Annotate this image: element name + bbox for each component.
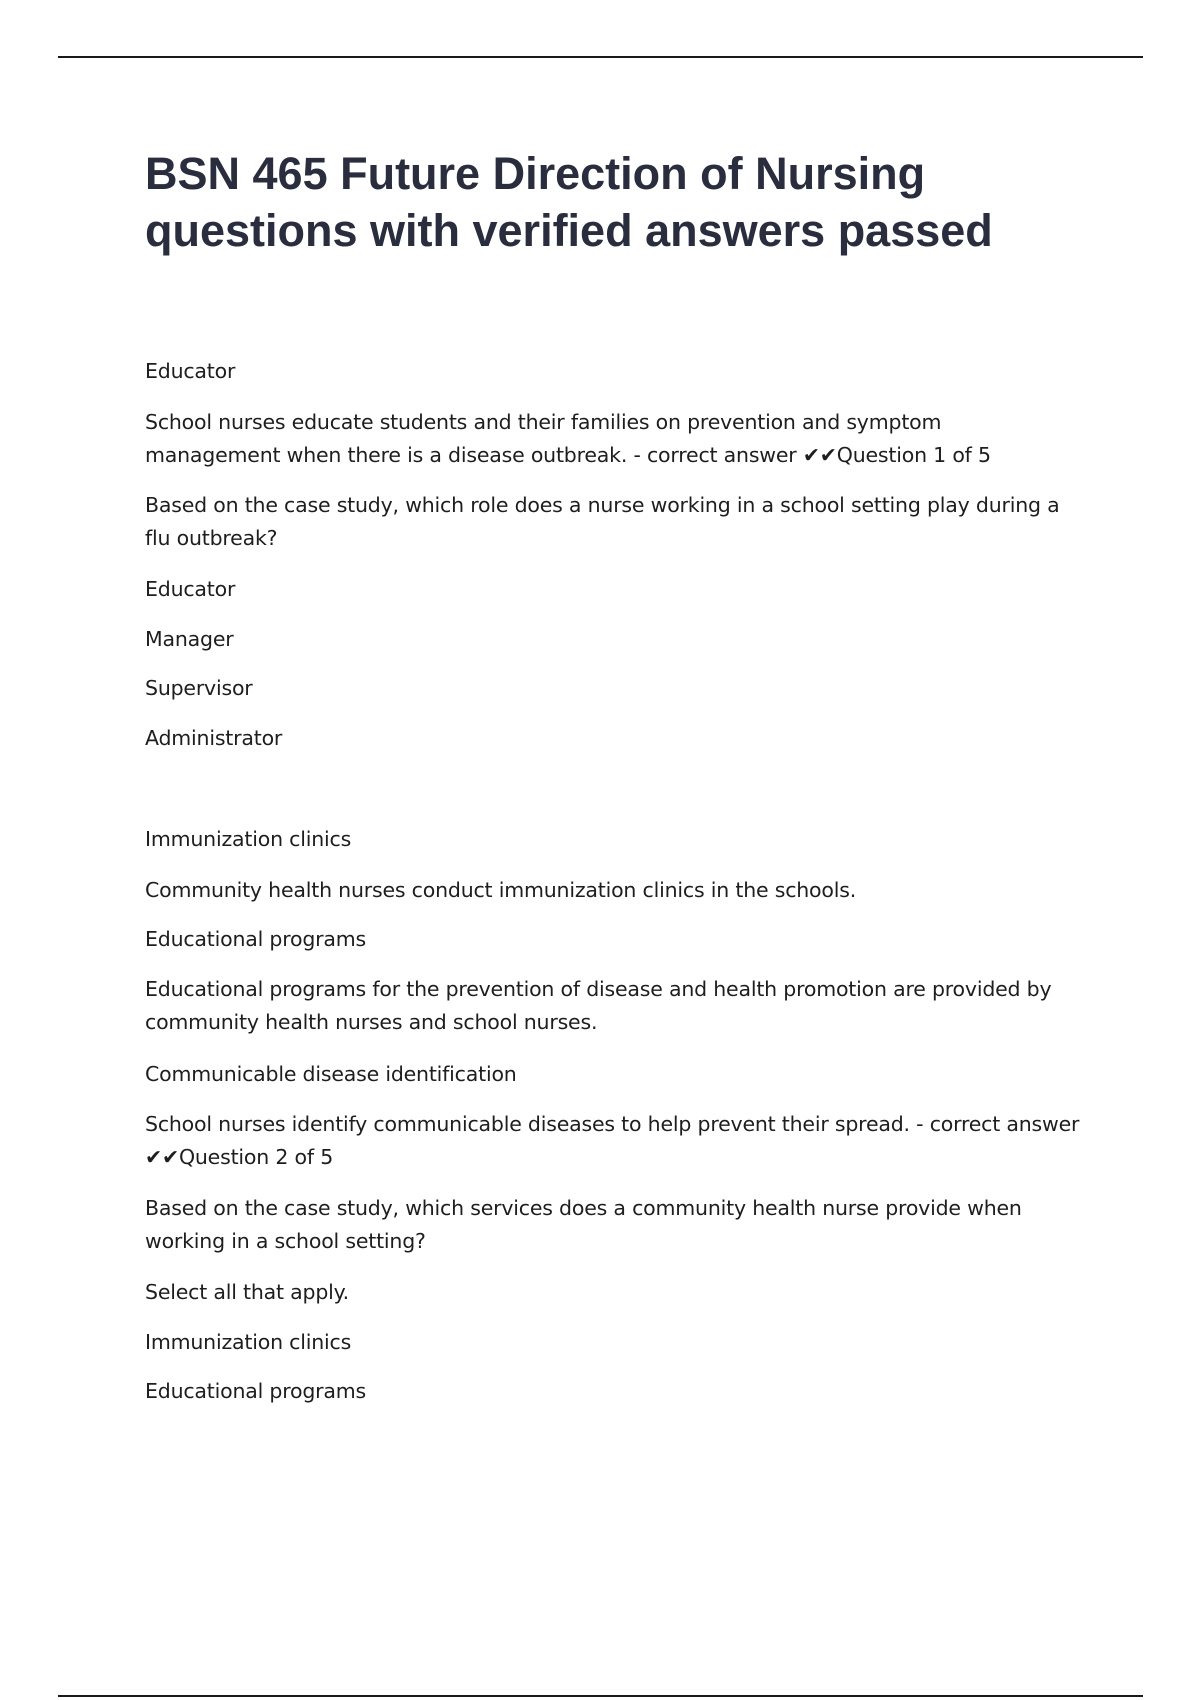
paragraph-question-2: Based on the case study, which services does a community health nurse provide when working in a school setting?	[145, 1196, 1022, 1253]
footer-rule	[58, 1695, 1143, 1697]
header-rule	[58, 56, 1143, 58]
paragraph-answer-educator: Educator	[145, 359, 236, 383]
option-supervisor: Supervisor	[145, 676, 253, 700]
option-administrator: Administrator	[145, 726, 283, 750]
option-educator: Educator	[145, 577, 236, 601]
paragraph-instruction: Select all that apply.	[145, 1280, 349, 1304]
paragraph-rationale-immunization: Community health nurses conduct immunization clinics in the schools.	[145, 878, 857, 902]
option-manager: Manager	[145, 627, 234, 651]
paragraph-answer-communicable: Communicable disease identification	[145, 1062, 517, 1086]
paragraph-answer-educational: Educational programs	[145, 927, 367, 951]
paragraph-question-1: Based on the case study, which role does a nurse working in a school setting play during a flu outbreak?	[145, 493, 1060, 550]
paragraph-rationale-2: School nurses identify communicable diseases to help prevent their spread. - correct answer ✔✔Question 2 of 5	[145, 1112, 1080, 1169]
paragraph-answer-immunization: Immunization clinics	[145, 827, 352, 851]
option-educational-programs: Educational programs	[145, 1379, 367, 1403]
option-immunization-clinics: Immunization clinics	[145, 1330, 352, 1354]
document-title: BSN 465 Future Direction of Nursing questions with verified answers passed	[145, 148, 993, 256]
paragraph-rationale-educational: Educational programs for the prevention of disease and health promotion are provided by community health nurses and school nurses.	[145, 977, 1052, 1034]
paragraph-rationale-1: School nurses educate students and their families on prevention and symptom management when there is a disease outbreak. - correct answer ✔✔Question 1 of 5	[145, 410, 991, 467]
